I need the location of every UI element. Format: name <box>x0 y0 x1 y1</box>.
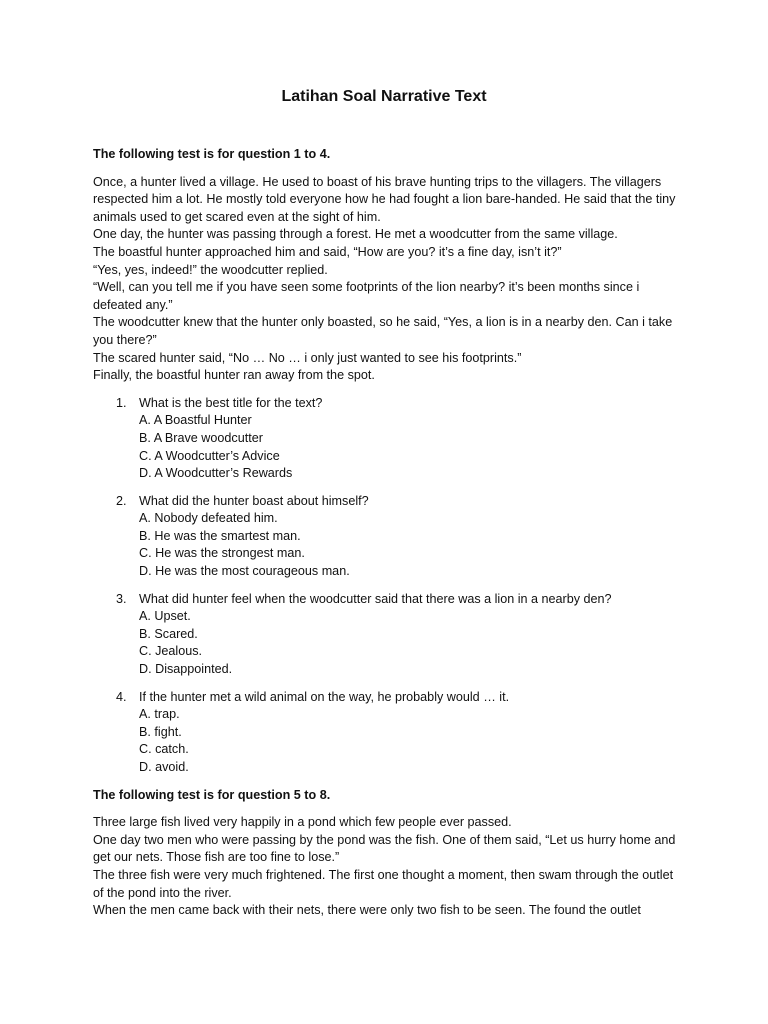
text-line: One day two men who were passing by the pond was the fish. One of them said, “Let us hurry home and get our nets. Those fish are too fine to lose.” <box>93 832 676 865</box>
question-text: If the hunter met a wild animal on the way, he probably would … it. <box>139 689 510 704</box>
answer-option: D. He was the most courageous man. <box>139 564 350 579</box>
text-line: “Well, can you tell me if you have seen some footprints of the lion nearby? it’s been months since i defeated any.” <box>93 280 640 312</box>
question-number: 3. <box>116 591 127 606</box>
text-line: The three fish were very much frightened. The first one thought a moment, then swam through the outlet of the pond into the river. <box>93 867 674 900</box>
question-item <box>93 493 683 581</box>
text-line: Finally, the boastful hunter ran away from the spot. <box>93 368 375 383</box>
text-line: Three large fish lived very happily in a pond which few people ever passed. <box>93 815 512 830</box>
answer-option: B. A Brave woodcutter <box>139 430 263 445</box>
question-text: What did hunter feel when the woodcutter said that there was a lion in a nearby den? <box>139 591 612 606</box>
answer-option: B. He was the smartest man. <box>139 528 301 543</box>
answer-option: D. Disappointed. <box>139 662 233 677</box>
question-number: 1. <box>116 395 127 410</box>
question-item <box>93 689 683 777</box>
question-item <box>93 395 683 483</box>
section-heading-1: The following test is for question 1 to 4. <box>93 147 331 161</box>
answer-option: D. avoid. <box>139 760 189 774</box>
question-number: 4. <box>116 689 127 704</box>
answer-option: C. Jealous. <box>139 644 202 659</box>
text-line: When the men came back with their nets, there were only two fish to be seen. The found the outlet <box>93 903 641 918</box>
answer-option: A. Upset. <box>139 609 191 624</box>
answer-option: C. catch. <box>139 742 189 757</box>
question-text: What is the best title for the text? <box>139 395 323 410</box>
text-line: The boastful hunter approached him and said, “How are you? it’s a fine day, isn’t it?” <box>93 244 562 259</box>
answer-option: A. Nobody defeated him. <box>139 511 278 526</box>
section-heading-2: The following test is for question 5 to 8. <box>93 787 331 802</box>
answer-option: C. A Woodcutter’s Advice <box>139 448 280 463</box>
answer-option: D. A Woodcutter’s Rewards <box>139 466 293 481</box>
question-list <box>93 395 683 777</box>
text-line: Once, a hunter lived a village. He used to boast of his brave hunting trips to the villagers. The villagers respected him a lot. He mostly told everyone how he had fought a lion bare-handed. He said that the tiny animals used to get scared even at the sight of him. <box>93 174 676 224</box>
answer-option: A. trap. <box>139 707 180 722</box>
text-line: One day, the hunter was passing through a forest. He met a woodcutter from the same village. <box>93 227 618 242</box>
text-line: “Yes, yes, indeed!” the woodcutter replied. <box>93 262 328 277</box>
narrative-text-2 <box>93 814 683 920</box>
question-number: 2. <box>116 493 127 508</box>
text-line: The woodcutter knew that the hunter only boasted, so he said, “Yes, a lion is in a nearby den. Can i take you there?” <box>93 315 673 347</box>
answer-option: A. A Boastful Hunter <box>139 413 252 428</box>
answer-option: B. Scared. <box>139 626 198 641</box>
answer-option: C. He was the strongest man. <box>139 546 305 561</box>
question-item <box>93 591 683 679</box>
answer-option: B. fight. <box>139 724 182 739</box>
document-title: Latihan Soal Narrative Text <box>281 88 487 105</box>
document-body <box>93 146 683 930</box>
narrative-text-1 <box>93 174 683 385</box>
text-line: The scared hunter said, “No … No … i only just wanted to see his footprints.” <box>93 350 522 365</box>
question-text: What did the hunter boast about himself? <box>139 493 369 508</box>
